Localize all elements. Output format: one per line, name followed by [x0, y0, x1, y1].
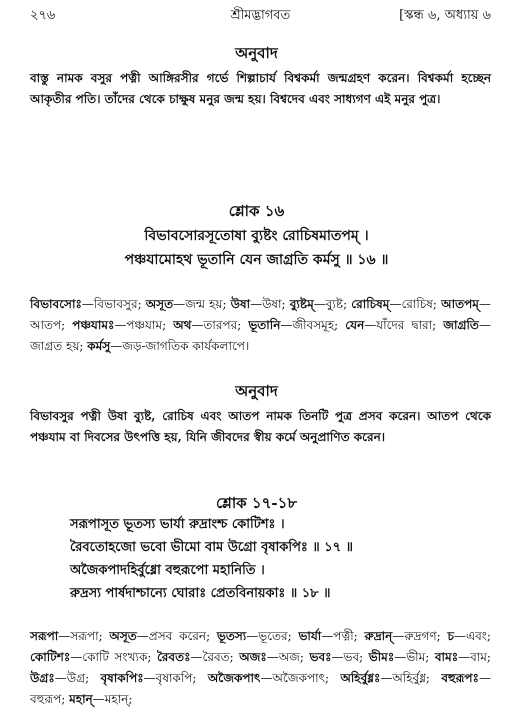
- verse-line: অজৈকপাদহির্বুধ্নো বহুরূপো মহানিতি ।: [70, 563, 265, 578]
- synonym-term: আতপম্: [441, 297, 479, 311]
- synonym-meaning: এবং;: [465, 629, 491, 643]
- synonym-term: ব্যুষ্টম্: [289, 297, 314, 311]
- verse-line: বিভাবসোরসূতোষা ব্যুষ্টং রোচিষমাতপম্ ।: [144, 228, 369, 244]
- synonym-term: উগ্রঃ: [30, 671, 55, 685]
- verse-line: পঞ্চযামোহথ ভূতানি যেন জাগ্রতি কর্মসু ॥ ১৬ ॥: [124, 252, 389, 268]
- synonym-meaning: প্রসব করেন;: [148, 629, 211, 643]
- synonym-term: জাগ্রতি: [443, 318, 479, 332]
- synonym-meaning: পঞ্চযাম;: [126, 318, 167, 332]
- synonym-term: কোটিশঃ: [30, 650, 71, 664]
- verse-16-heading: শ্লোক ১৬: [228, 202, 285, 220]
- synonym-meaning: অহির্বুধ্ন;: [392, 671, 430, 685]
- synonym-term: সরূপা: [30, 629, 59, 643]
- synonym-meaning: অজ;: [278, 650, 304, 664]
- synonym-term: অজঃ: [239, 650, 267, 664]
- synonym-term: রোচিষম্: [351, 297, 390, 311]
- synonym-term: ভবঃ: [309, 650, 332, 664]
- synonym-meaning: জড়-জাগতিক কার্যকলাপে।: [122, 339, 250, 353]
- synonym-meaning: পত্নী;: [333, 629, 358, 643]
- translation-heading-2: অনুবাদ: [235, 382, 278, 400]
- synonym-term: বহুরূপঃ: [441, 671, 479, 685]
- synonym-term: পঞ্চযামঃ: [72, 318, 115, 332]
- synonym-meaning: বৃষাকপি;: [155, 671, 197, 685]
- synonym-meaning: বিভাবসুর;: [93, 297, 142, 311]
- synonym-meaning: রৈবত;: [202, 650, 234, 664]
- synonym-meaning: রুদ্রগণ;: [404, 629, 441, 643]
- verse-17-18-heading: শ্লোক ১৭-১৮: [215, 494, 298, 512]
- synonym-term: অসূত: [109, 629, 137, 643]
- synonym-meaning: কোটি সংখ্যক;: [82, 650, 152, 664]
- synonym-term: অসূত: [145, 297, 174, 311]
- synonym-term: যেন: [345, 318, 365, 332]
- synonym-meaning: ভূতের;: [258, 629, 292, 643]
- synonym-term: বিভাবসোঃ: [30, 297, 82, 311]
- verse-line: রৈবতোহজো ভবো ভীমো বাম উগ্রো বৃষাকপিঃ ॥ ১৭ ॥: [70, 540, 354, 555]
- synonym-term: ভার্যা: [298, 629, 322, 643]
- synonym-meaning: আতপ;: [30, 318, 66, 332]
- synonym-term: অহির্বুধ্নঃ: [340, 671, 381, 685]
- synonym-meaning: বাম;: [470, 650, 491, 664]
- synonym-meaning: বহুরূপ;: [30, 692, 66, 706]
- translation-heading-1: অনুবাদ: [235, 44, 278, 62]
- synonym-meaning: যাঁদের দ্বারা;: [376, 318, 437, 332]
- synonym-term: ভীমঃ: [368, 650, 395, 664]
- synonym-term: অজৈকপাৎ: [207, 671, 261, 685]
- synonym-meaning: জন্ম হয়;: [185, 297, 227, 311]
- synonym-term: উষা: [230, 297, 251, 311]
- synonym-meaning: উষা;: [262, 297, 286, 311]
- verse-16-text: [0, 224, 513, 272]
- synonym-meaning: সরূপা;: [70, 629, 103, 643]
- synonym-meaning: ব্যুষ্ট;: [325, 297, 348, 311]
- synonym-meaning: উগ্র;: [66, 671, 90, 685]
- synonym-meaning: জাগ্রত হয়;: [30, 339, 84, 353]
- synonym-term: ভূতস্য: [216, 629, 247, 643]
- synonym-term: রুদ্রান্: [364, 629, 393, 643]
- synonym-term: মহান্: [69, 692, 93, 706]
- translation-text-2: বিভাবসুর পত্নী উষা ব্যুষ্ট, রোচিষ এবং আতপ নামক তিনটি পুত্র প্রসব করেন। আতপ থেকে পঞ্চযাম বা দিবসের উৎপত্তি হয়, যিনি জীবদের স্বীয় কর্মে অনুপ্রাণিত করেন।: [30, 409, 491, 444]
- book-title: শ্রীমদ্ভাগবত: [230, 8, 291, 23]
- translation-text-1: বাস্তু নামক বসুর পত্নী আঙ্গিরসীর গর্ভে শিল্পাচার্য বিশ্বকর্মা জন্মগ্রহণ করেন। বিশ্বকর্মা হচ্ছেন আকৃতীর পতি। তাঁদের থেকে চাক্ষুষ মনুর জন্ম হয়। বিশ্বদেব এবং সাধ্যগণ এই মনুর পুত্র।: [30, 71, 491, 106]
- page-header: [30, 6, 491, 28]
- verse-17-18-text: [70, 513, 493, 605]
- verse-17-18-synonyms: সরূপা—সরূপা; অসূত—প্রসব করেন; ভূতস্য—ভূতের; ভার্যা—পত্নী; রুদ্রান্—রুদ্রগণ; চ—এবং; কোটিশঃ—কোটি সংখ্যক; রৈবতঃ—রৈবত; অজঃ—অজ; ভবঃ—ভব; ভীমঃ—ভীম; বামঃ—বাম; উগ্রঃ—উগ্র; বৃষাকপিঃ—বৃষাকপি; অজৈকপাৎ—অজৈকপাৎ; অহির্বুধ্নঃ—অহির্বুধ্ন; বহুরূপঃ—বহুরূপ; মহান্—মহান্;: [30, 629, 491, 706]
- synonym-term: বৃষাকপিঃ: [100, 671, 144, 685]
- synonym-term: চ: [447, 629, 454, 643]
- verse-line: সরূপাসূত ভূতস্য ভার্যা রুদ্রাংশ্চ কোটিশঃ ।: [70, 517, 285, 532]
- synonym-meaning: ভীম;: [406, 650, 430, 664]
- synonym-meaning: অজৈকপাৎ;: [272, 671, 330, 685]
- synonym-term: কর্মসু: [87, 339, 111, 353]
- synonym-meaning: তারপর;: [203, 318, 242, 332]
- synonym-term: ভূতানি: [248, 318, 281, 332]
- synonym-term: রৈবতঃ: [156, 650, 191, 664]
- synonym-meaning: মহান্;: [104, 692, 133, 706]
- page-number: ২৭৬: [30, 8, 56, 23]
- synonym-meaning: ভব;: [343, 650, 364, 664]
- synonym-meaning: জীবসমূহ;: [292, 318, 339, 332]
- chapter-reference: [স্কন্ধ ৬, অধ্যায় ৬: [399, 8, 491, 23]
- synonym-meaning: রোচিষ;: [401, 297, 437, 311]
- synonym-term: অথ: [173, 318, 192, 332]
- verse-line: রুদ্রস্য পার্ষদাশ্চান্যে ঘোরাঃ প্রেতবিনায়কাঃ ॥ ১৮ ॥: [70, 586, 331, 601]
- verse-16-synonyms: বিভাবসোঃ—বিভাবসুর; অসূত—জন্ম হয়; উষা—উষা; ব্যুষ্টম্—ব্যুষ্ট; রোচিষম্—রোচিষ; আতপম্—আতপ; পঞ্চযামঃ—পঞ্চযাম; অথ—তারপর; ভূতানি—জীবসমূহ; যেন—যাঁদের দ্বারা; জাগ্রতি—জাগ্রত হয়; কর্মসু—জড়-জাগতিক কার্যকলাপে।: [30, 297, 491, 353]
- synonym-term: বামঃ: [434, 650, 459, 664]
